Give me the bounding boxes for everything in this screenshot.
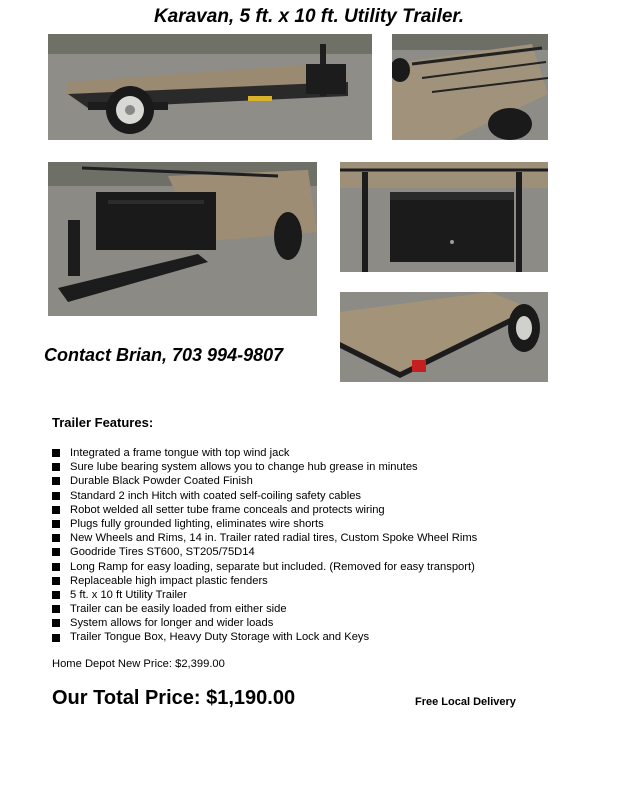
feature-text: Robot welded all setter tube frame conceals and protects wiring	[70, 503, 385, 516]
list-item	[52, 630, 592, 644]
list-item	[52, 503, 592, 517]
list-item	[52, 616, 592, 630]
feature-text: Trailer Tongue Box, Heavy Duty Storage with Lock and Keys	[70, 631, 370, 644]
home-depot-price: Home Depot New Price: $2,399.00	[52, 658, 225, 670]
feature-text: Integrated a frame tongue with top wind jack	[70, 447, 290, 459]
feature-text: Durable Black Powder Coated Finish	[70, 475, 253, 488]
feature-text: Plugs fully grounded lighting, eliminates wire shorts	[70, 517, 324, 530]
total-price: Our Total Price: $1,190.00	[52, 687, 296, 709]
square-bullet-icon	[52, 577, 60, 585]
square-bullet-icon	[52, 492, 60, 500]
delivery-note: Free Local Delivery	[415, 696, 516, 708]
feature-text: Standard 2 inch Hitch with coated self-coiling safety cables	[70, 489, 362, 502]
trailer-side-photo	[48, 34, 372, 140]
feature-list	[52, 446, 592, 645]
square-bullet-icon	[52, 506, 60, 514]
square-bullet-icon	[52, 563, 60, 571]
square-bullet-icon	[52, 520, 60, 528]
square-bullet-icon	[52, 449, 60, 457]
list-item	[52, 545, 592, 559]
square-bullet-icon	[52, 477, 60, 485]
feature-text: System allows for longer and wider loads	[70, 617, 274, 630]
list-item	[52, 460, 592, 474]
list-item	[52, 602, 592, 616]
trailer-rear-photo	[340, 292, 548, 382]
list-item	[52, 574, 592, 588]
tongue-box-closeup-photo	[340, 162, 548, 272]
square-bullet-icon	[52, 605, 60, 613]
trailer-deck-photo	[392, 34, 548, 140]
list-item	[52, 489, 592, 503]
list-item	[52, 517, 592, 531]
list-item	[52, 474, 592, 488]
trailer-tongue-box-photo	[48, 162, 317, 316]
feature-text: Sure lube bearing system allows you to change hub grease in minutes	[70, 461, 418, 474]
square-bullet-icon	[52, 548, 60, 556]
feature-text: 5 ft. x 10 ft Utility Trailer	[70, 588, 187, 601]
feature-text: New Wheels and Rims, 14 in. Trailer rated radial tires, Custom Spoke Wheel Rims	[70, 532, 478, 545]
square-bullet-icon	[52, 619, 60, 627]
square-bullet-icon	[52, 591, 60, 599]
features-heading: Trailer Features:	[52, 415, 154, 430]
feature-text: Replaceable high impact plastic fenders	[70, 574, 268, 587]
feature-text: Trailer can be easily loaded from either side	[70, 603, 287, 616]
list-item	[52, 588, 592, 602]
list-item	[52, 531, 592, 545]
square-bullet-icon	[52, 463, 60, 471]
square-bullet-icon	[52, 534, 60, 542]
feature-text: Goodride Tires ST600, ST205/75D14	[70, 546, 255, 559]
page-title: Karavan, 5 ft. x 10 ft. Utility Trailer.	[153, 6, 465, 27]
list-item	[52, 446, 592, 460]
list-item	[52, 560, 592, 574]
square-bullet-icon	[52, 634, 60, 642]
contact-info: Contact Brian, 703 994-9807	[44, 345, 284, 365]
feature-text: Long Ramp for easy loading, separate but included. (Removed for easy transport)	[70, 560, 475, 573]
